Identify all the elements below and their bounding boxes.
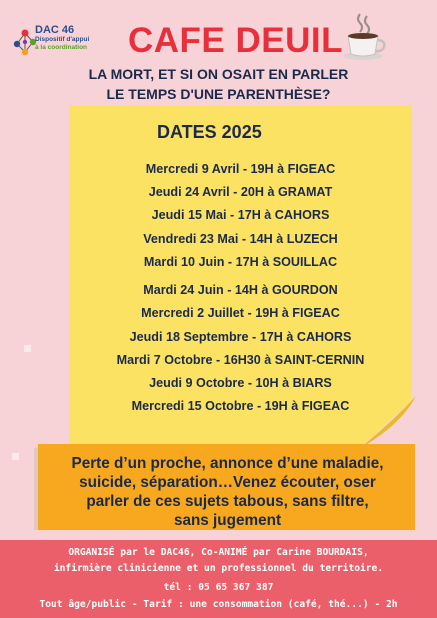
decor-square <box>24 345 31 352</box>
page-curl-decoration <box>360 396 416 448</box>
subtitle-line2: LE TEMPS D'UNE PARENTHÈSE? <box>106 86 331 102</box>
callout-line: parler de ces sujets tabous, sans filtre, <box>86 493 369 510</box>
decor-square <box>12 453 19 460</box>
callout-line: suicide, séparation…Venez écouter, oser <box>79 474 376 491</box>
date-item: Mardi 24 Juin - 14H à GOURDON <box>143 283 338 297</box>
callout-line: Perte d’un proche, annonce d’une maladie, <box>71 455 384 472</box>
date-item: Jeudi 18 Septembre - 17H à CAHORS <box>129 330 352 344</box>
callout-line: sans jugement <box>173 512 282 529</box>
date-item: Vendredi 23 Mai - 14H à LUZECH <box>143 232 338 246</box>
footer-info: Tout âge/public - Tarif : une consommation (café, thé...) - 2h <box>39 599 398 610</box>
logo-name: DAC 46 <box>35 24 75 36</box>
logo-line2: à la coordination <box>35 43 88 51</box>
date-item: Mardi 10 Juin - 17H à SOUILLAC <box>143 255 338 269</box>
footer-organizer: ORGANISÉ par le DAC46, Co-ANIMÉ par Carine BOURDAIS, <box>68 547 369 558</box>
subtitle-line1: LA MORT, ET SI ON OSAIT EN PARLER <box>88 66 349 82</box>
dates-title: DATES 2025 <box>157 122 262 142</box>
date-item: Mercredi 15 Octobre - 19H à FIGEAC <box>131 399 350 413</box>
date-item: Jeudi 24 Avril - 20H à GRAMAT <box>148 185 333 199</box>
date-item: Mardi 7 Octobre - 16H30 à SAINT-CERNIN <box>116 353 365 367</box>
date-item: Mercredi 9 Avril - 19H à FIGEAC <box>145 162 336 176</box>
logo-text <box>35 25 89 51</box>
callout-text <box>40 454 415 530</box>
page-title: CAFE DEUIL <box>128 21 343 60</box>
footer-team: infirmière clinicienne et un professionnel du territoire. <box>53 563 384 574</box>
coffee-cup-icon <box>338 10 388 62</box>
date-item: Mercredi 2 Juillet - 19H à FIGEAC <box>141 306 340 320</box>
logo-line1: Dispositif d'appui <box>35 36 90 43</box>
date-item: Jeudi 15 Mai - 17H à CAHORS <box>151 208 330 222</box>
date-item: Jeudi 9 Octobre - 10H à BIARS <box>149 376 332 390</box>
footer-phone: tél : 05 65 367 387 <box>163 582 274 593</box>
